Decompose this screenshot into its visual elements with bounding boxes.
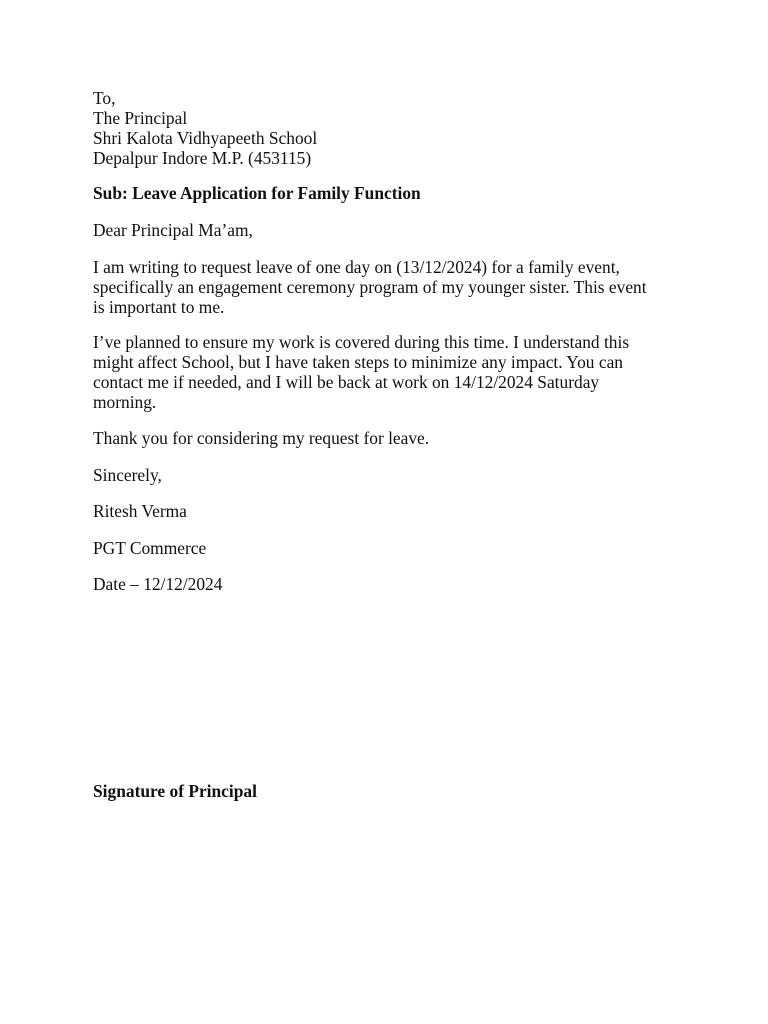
- body-paragraph-2: [93, 332, 678, 412]
- body-paragraph-1: [93, 257, 678, 317]
- recipient-line-school: Shri Kalota Vidhyapeeth School: [93, 128, 318, 148]
- principal-signature-label: Signature of Principal: [93, 781, 257, 801]
- recipient-line-to: To,: [93, 88, 116, 108]
- paragraph-2-line-3: contact me if needed, and I will be back at work on 14/12/2024 Saturday: [93, 372, 600, 392]
- recipient-address: [93, 88, 678, 168]
- body-paragraph-3: Thank you for considering my request for leave.: [93, 428, 430, 448]
- recipient-line-title: The Principal: [93, 108, 188, 128]
- paragraph-2-line-4: morning.: [93, 392, 157, 412]
- recipient-line-location: Depalpur Indore M.P. (453115): [93, 148, 312, 168]
- paragraph-2-line-2: might affect School, but I have taken steps to minimize any impact. You can: [93, 352, 623, 372]
- salutation: Dear Principal Ma’am,: [93, 220, 253, 240]
- sender-name: Ritesh Verma: [93, 501, 187, 521]
- sender-designation: PGT Commerce: [93, 538, 207, 558]
- paragraph-2-line-1: I’ve planned to ensure my work is covered during this time. I understand this: [93, 332, 630, 352]
- letter-date: Date – 12/12/2024: [93, 574, 223, 594]
- paragraph-1-line-3: is important to me.: [93, 297, 225, 317]
- subject-line: Sub: Leave Application for Family Function: [93, 183, 421, 203]
- paragraph-1-line-2: specifically an engagement ceremony program of my younger sister. This event: [93, 277, 647, 297]
- paragraph-1-line-1: I am writing to request leave of one day on (13/12/2024) for a family event,: [93, 257, 620, 277]
- closing: Sincerely,: [93, 465, 162, 485]
